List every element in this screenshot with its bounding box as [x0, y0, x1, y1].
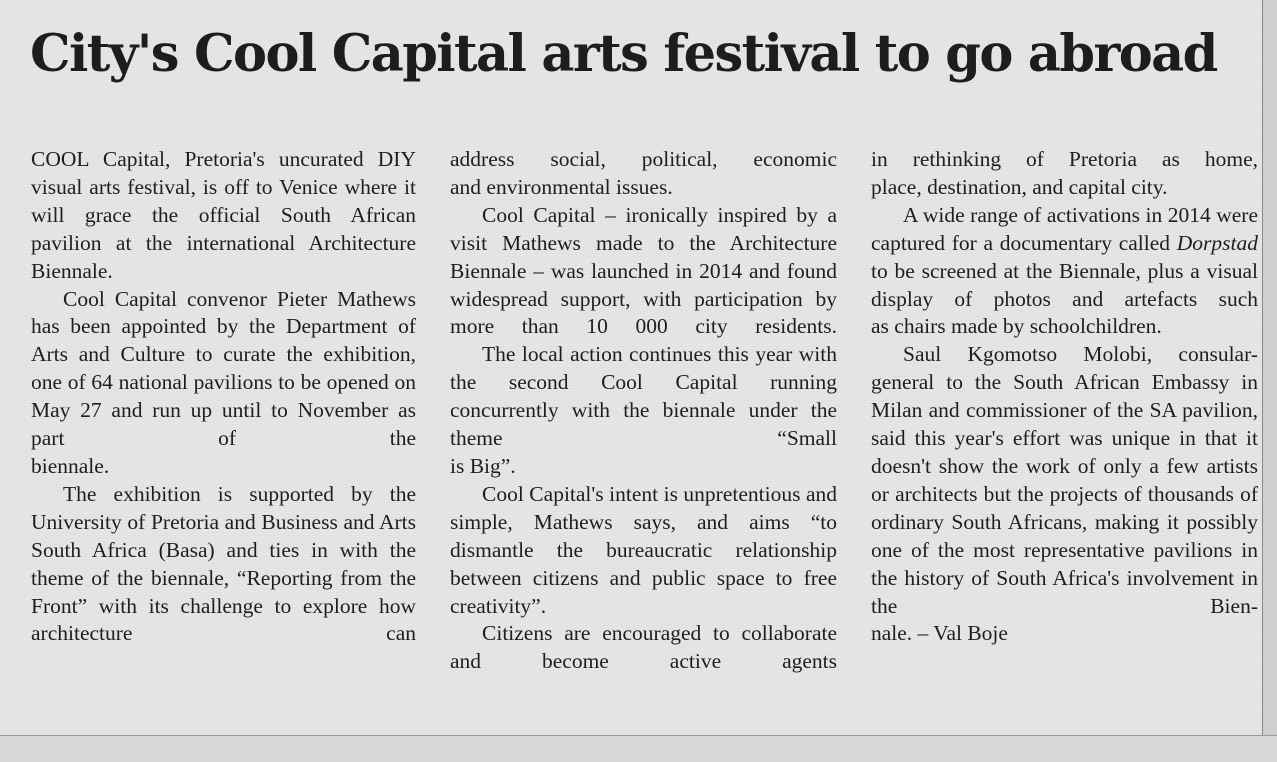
paragraph-documentary-end: as chairs made by schoolchildren. [871, 314, 1162, 339]
paragraph-intent: Cool Capital's intent is unpretentious and simple, Mathews says, and aims “to dismantle the bureaucratic relationship between citizens and public space to free [450, 481, 837, 590]
paragraph-intent-end: creativity”. [450, 593, 547, 618]
paragraph-convenor: Cool Capital convenor Pieter Mathews has been appointed by the Department of Arts and Culture to curate the exhibition, one of 64 national pavilions to be opened on May 27 and run up until to November as part of the [31, 286, 416, 451]
paragraph-documentary [871, 202, 1258, 314]
paragraph-intro-end: Biennale. [31, 258, 113, 283]
paragraph-local-action: The local action continues this year with the second Cool Capital running concurrently with the biennale under the theme “Small [450, 342, 837, 451]
paragraph-intro: COOL Capital, Pretoria's uncurated DIY visual arts festival, is off to Venice where it will grace the official South African pavilion at the international Architecture [31, 147, 416, 255]
documentary-text-b: to be screened at the Biennale, plus a visual display of photos and artefacts such [871, 258, 1258, 311]
adjacent-page-edge [1262, 0, 1277, 761]
paragraph-support-cont: address social, political, economic [450, 147, 837, 171]
paragraph-citizens: Citizens are encouraged to collaborate and become active agents [450, 621, 837, 674]
film-title: Dorpstad [1176, 230, 1258, 255]
paragraph-citizens-cont: in rethinking of Pretoria as home, [871, 147, 1258, 171]
paragraph-support: The exhibition is supported by the University of Pretoria and Business and Arts South Africa (Basa) and ties in with the theme of the biennale, “Reporting from the Front” with its challenge to explore how architecture can [31, 481, 416, 646]
paragraph-support-end: and environmental issues. [450, 174, 673, 199]
documentary-text-a: A wide range of activations in 2014 were captured for a documentary called [871, 202, 1258, 255]
bottom-page-edge [0, 735, 1277, 762]
headline: City's Cool Capital arts festival to go abroad [30, 24, 1217, 84]
paragraph-citizens-end: place, destination, and capital city. [871, 174, 1168, 199]
paragraph-commissioner: Saul Kgomotso Molobi, consular-general to the South African Embassy in Milan and commissioner of the SA pavilion, said this year's effort was unique in that it doesn't show the work of only a few artists or architects but the projects of thousands of ordinary South Africans, making it possibly one of the most representative pavilions in the history of South Africa's involvement in the Bien- [871, 342, 1258, 618]
article-column-2 [450, 146, 837, 676]
article-column-1 [31, 146, 416, 648]
article-column-3 [871, 146, 1258, 648]
paragraph-local-action-end: is Big”. [450, 453, 516, 478]
paragraph-origin: Cool Capital – ironically inspired by a visit Mathews made to the Architecture Biennale – was launched in 2014 and found widespread support, with participation by more than 10 000 city residents. [450, 202, 837, 339]
paragraph-convenor-end: biennale. [31, 453, 110, 478]
byline: nale. – Val Boje [871, 621, 1008, 646]
